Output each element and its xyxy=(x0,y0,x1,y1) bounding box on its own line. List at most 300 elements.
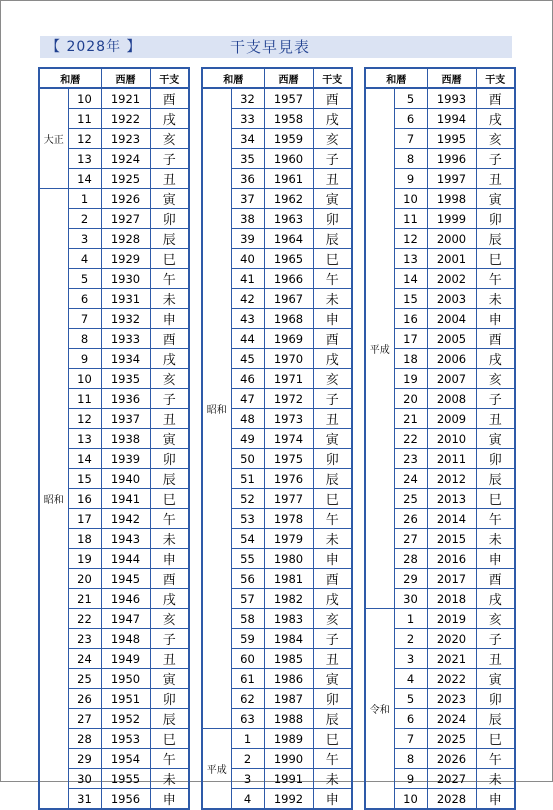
western-year-cell: 1998 xyxy=(427,189,476,209)
western-year-cell: 1953 xyxy=(101,729,150,749)
eto-cell: 辰 xyxy=(313,709,352,729)
era-year-cell: 62 xyxy=(231,689,264,709)
eto-cell: 丑 xyxy=(313,649,352,669)
western-year-cell: 1963 xyxy=(264,209,313,229)
western-year-cell: 1979 xyxy=(264,529,313,549)
eto-cell: 巳 xyxy=(150,489,189,509)
western-year-cell: 1977 xyxy=(264,489,313,509)
era-year-cell: 8 xyxy=(394,749,427,769)
era-year-cell: 10 xyxy=(68,88,101,109)
era-year-cell: 10 xyxy=(68,369,101,389)
era-year-cell: 5 xyxy=(394,689,427,709)
western-year-cell: 1962 xyxy=(264,189,313,209)
eto-cell: 子 xyxy=(476,389,515,409)
eto-cell: 辰 xyxy=(150,229,189,249)
western-year-cell: 2004 xyxy=(427,309,476,329)
western-year-cell: 1954 xyxy=(101,749,150,769)
era-year-cell: 25 xyxy=(394,489,427,509)
era-year-cell: 10 xyxy=(394,189,427,209)
era-year-cell: 12 xyxy=(394,229,427,249)
western-year-cell: 1943 xyxy=(101,529,150,549)
eto-cell: 未 xyxy=(150,769,189,789)
eto-cell: 申 xyxy=(150,789,189,810)
eto-cell: 卯 xyxy=(150,689,189,709)
eto-cell: 酉 xyxy=(476,569,515,589)
eto-cell: 酉 xyxy=(476,88,515,109)
era-year-cell: 12 xyxy=(68,409,101,429)
table-row xyxy=(39,88,189,109)
western-year-cell: 2009 xyxy=(427,409,476,429)
western-year-cell: 1940 xyxy=(101,469,150,489)
era-year-cell: 11 xyxy=(68,109,101,129)
era-year-cell: 46 xyxy=(231,369,264,389)
eto-cell: 亥 xyxy=(313,369,352,389)
eto-cell: 未 xyxy=(150,289,189,309)
era-year-cell: 37 xyxy=(231,189,264,209)
era-year-cell: 4 xyxy=(394,669,427,689)
western-year-cell: 2023 xyxy=(427,689,476,709)
eto-cell: 子 xyxy=(313,389,352,409)
eto-table-3 xyxy=(364,67,516,810)
eto-cell: 亥 xyxy=(150,369,189,389)
western-year-cell: 2025 xyxy=(427,729,476,749)
era-year-cell: 39 xyxy=(231,229,264,249)
western-year-cell: 2005 xyxy=(427,329,476,349)
eto-cell: 丑 xyxy=(150,409,189,429)
western-year-cell: 1933 xyxy=(101,329,150,349)
western-year-cell: 1996 xyxy=(427,149,476,169)
eto-cell: 亥 xyxy=(150,129,189,149)
eto-cell: 巳 xyxy=(476,489,515,509)
eto-cell: 辰 xyxy=(313,229,352,249)
eto-cell: 酉 xyxy=(150,88,189,109)
western-year-cell: 2013 xyxy=(427,489,476,509)
era-year-cell: 24 xyxy=(394,469,427,489)
western-year-cell: 1948 xyxy=(101,629,150,649)
eto-cell: 辰 xyxy=(150,469,189,489)
era-year-cell: 54 xyxy=(231,529,264,549)
eto-cell: 卯 xyxy=(476,449,515,469)
era-year-cell: 23 xyxy=(394,449,427,469)
era-year-cell: 14 xyxy=(394,269,427,289)
column-header: 西暦 xyxy=(427,68,476,88)
era-year-cell: 9 xyxy=(394,769,427,789)
era-year-cell: 7 xyxy=(68,309,101,329)
eto-cell: 卯 xyxy=(313,449,352,469)
column-header: 和暦 xyxy=(202,68,264,88)
era-year-cell: 5 xyxy=(394,88,427,109)
eto-cell: 卯 xyxy=(313,209,352,229)
eto-cell: 辰 xyxy=(476,229,515,249)
era-year-cell: 27 xyxy=(68,709,101,729)
era-year-cell: 43 xyxy=(231,309,264,329)
western-year-cell: 2010 xyxy=(427,429,476,449)
eto-cell: 未 xyxy=(476,529,515,549)
eto-cell: 未 xyxy=(476,289,515,309)
western-year-cell: 1935 xyxy=(101,369,150,389)
era-year-cell: 3 xyxy=(394,649,427,669)
eto-cell: 子 xyxy=(150,389,189,409)
era-year-cell: 4 xyxy=(231,789,264,810)
era-year-cell: 20 xyxy=(394,389,427,409)
era-year-cell: 26 xyxy=(394,509,427,529)
eto-cell: 申 xyxy=(476,549,515,569)
era-year-cell: 11 xyxy=(68,389,101,409)
era-year-cell: 60 xyxy=(231,649,264,669)
western-year-cell: 2028 xyxy=(427,789,476,810)
eto-cell: 子 xyxy=(150,629,189,649)
eto-cell: 申 xyxy=(150,309,189,329)
era-year-cell: 1 xyxy=(68,189,101,209)
western-year-cell: 2002 xyxy=(427,269,476,289)
western-year-cell: 1942 xyxy=(101,509,150,529)
era-year-cell: 28 xyxy=(394,549,427,569)
table-row xyxy=(202,729,352,749)
era-year-cell: 29 xyxy=(394,569,427,589)
era-year-cell: 55 xyxy=(231,549,264,569)
eto-cell: 午 xyxy=(150,749,189,769)
western-year-cell: 1995 xyxy=(427,129,476,149)
western-year-cell: 1931 xyxy=(101,289,150,309)
western-year-cell: 1960 xyxy=(264,149,313,169)
era-year-cell: 2 xyxy=(68,209,101,229)
table-row xyxy=(365,609,515,629)
eto-cell: 亥 xyxy=(313,609,352,629)
eto-cell: 寅 xyxy=(476,669,515,689)
western-year-cell: 1959 xyxy=(264,129,313,149)
western-year-cell: 1976 xyxy=(264,469,313,489)
western-year-cell: 1994 xyxy=(427,109,476,129)
era-year-cell: 22 xyxy=(394,429,427,449)
eto-cell: 巳 xyxy=(476,729,515,749)
eto-cell: 酉 xyxy=(476,329,515,349)
era-year-cell: 31 xyxy=(68,789,101,810)
western-year-cell: 1993 xyxy=(427,88,476,109)
western-year-cell: 2007 xyxy=(427,369,476,389)
eto-cell: 巳 xyxy=(313,729,352,749)
era-year-cell: 13 xyxy=(68,429,101,449)
western-year-cell: 1928 xyxy=(101,229,150,249)
eto-cell: 未 xyxy=(313,769,352,789)
western-year-cell: 1923 xyxy=(101,129,150,149)
western-year-cell: 1987 xyxy=(264,689,313,709)
eto-cell: 卯 xyxy=(476,209,515,229)
era-name-cell: 昭和 xyxy=(202,88,231,729)
western-year-cell: 1964 xyxy=(264,229,313,249)
era-year-cell: 57 xyxy=(231,589,264,609)
eto-cell: 亥 xyxy=(313,129,352,149)
eto-cell: 戌 xyxy=(313,349,352,369)
eto-cell: 申 xyxy=(313,309,352,329)
era-year-cell: 3 xyxy=(68,229,101,249)
western-year-cell: 1982 xyxy=(264,589,313,609)
western-year-cell: 1999 xyxy=(427,209,476,229)
western-year-cell: 2003 xyxy=(427,289,476,309)
era-year-cell: 58 xyxy=(231,609,264,629)
western-year-cell: 2014 xyxy=(427,509,476,529)
western-year-cell: 1950 xyxy=(101,669,150,689)
column-header: 干支 xyxy=(313,68,352,88)
eto-cell: 申 xyxy=(476,789,515,810)
era-year-cell: 30 xyxy=(394,589,427,609)
eto-cell: 未 xyxy=(476,769,515,789)
eto-cell: 戌 xyxy=(476,109,515,129)
western-year-cell: 2000 xyxy=(427,229,476,249)
era-year-cell: 14 xyxy=(68,449,101,469)
eto-cell: 申 xyxy=(150,549,189,569)
era-year-cell: 48 xyxy=(231,409,264,429)
era-name-cell: 令和 xyxy=(365,609,394,810)
western-year-cell: 1975 xyxy=(264,449,313,469)
table-row xyxy=(202,88,352,109)
western-year-cell: 1980 xyxy=(264,549,313,569)
western-year-cell: 1926 xyxy=(101,189,150,209)
era-year-cell: 34 xyxy=(231,129,264,149)
era-year-cell: 1 xyxy=(231,729,264,749)
eto-cell: 戌 xyxy=(313,109,352,129)
western-year-cell: 2022 xyxy=(427,669,476,689)
era-year-cell: 28 xyxy=(68,729,101,749)
era-year-cell: 6 xyxy=(68,289,101,309)
eto-cell: 亥 xyxy=(476,369,515,389)
eto-cell: 卯 xyxy=(150,209,189,229)
era-year-cell: 10 xyxy=(394,789,427,810)
era-year-cell: 18 xyxy=(394,349,427,369)
era-year-cell: 14 xyxy=(68,169,101,189)
era-year-cell: 42 xyxy=(231,289,264,309)
era-year-cell: 38 xyxy=(231,209,264,229)
era-year-cell: 8 xyxy=(394,149,427,169)
western-year-cell: 1929 xyxy=(101,249,150,269)
era-year-cell: 41 xyxy=(231,269,264,289)
title-band xyxy=(40,36,512,58)
western-year-cell: 1944 xyxy=(101,549,150,569)
eto-cell: 卯 xyxy=(150,449,189,469)
eto-cell: 亥 xyxy=(476,609,515,629)
western-year-cell: 1972 xyxy=(264,389,313,409)
eto-cell: 寅 xyxy=(313,429,352,449)
era-name-cell: 平成 xyxy=(202,729,231,810)
western-year-cell: 2018 xyxy=(427,589,476,609)
eto-cell: 午 xyxy=(150,269,189,289)
western-year-cell: 1945 xyxy=(101,569,150,589)
eto-cell: 午 xyxy=(476,749,515,769)
era-year-cell: 50 xyxy=(231,449,264,469)
era-year-cell: 30 xyxy=(68,769,101,789)
western-year-cell: 1990 xyxy=(264,749,313,769)
western-year-cell: 1921 xyxy=(101,88,150,109)
eto-cell: 午 xyxy=(476,509,515,529)
eto-cell: 丑 xyxy=(150,649,189,669)
era-year-cell: 61 xyxy=(231,669,264,689)
era-year-cell: 3 xyxy=(231,769,264,789)
eto-cell: 寅 xyxy=(150,669,189,689)
era-year-cell: 6 xyxy=(394,709,427,729)
western-year-cell: 1925 xyxy=(101,169,150,189)
eto-cell: 未 xyxy=(313,529,352,549)
era-year-cell: 53 xyxy=(231,509,264,529)
era-year-cell: 29 xyxy=(68,749,101,769)
eto-table-2 xyxy=(201,67,353,810)
western-year-cell: 1955 xyxy=(101,769,150,789)
era-year-cell: 23 xyxy=(68,629,101,649)
eto-cell: 丑 xyxy=(476,649,515,669)
era-year-cell: 17 xyxy=(394,329,427,349)
era-year-cell: 4 xyxy=(68,249,101,269)
western-year-cell: 1958 xyxy=(264,109,313,129)
western-year-cell: 1971 xyxy=(264,369,313,389)
eto-cell: 午 xyxy=(150,509,189,529)
western-year-cell: 2017 xyxy=(427,569,476,589)
eto-cell: 丑 xyxy=(476,409,515,429)
western-year-cell: 1984 xyxy=(264,629,313,649)
era-year-cell: 16 xyxy=(394,309,427,329)
era-year-cell: 2 xyxy=(231,749,264,769)
western-year-cell: 1966 xyxy=(264,269,313,289)
eto-cell: 卯 xyxy=(313,689,352,709)
western-year-cell: 1951 xyxy=(101,689,150,709)
eto-cell: 戌 xyxy=(150,109,189,129)
eto-cell: 子 xyxy=(476,629,515,649)
era-year-cell: 44 xyxy=(231,329,264,349)
eto-cell: 亥 xyxy=(150,609,189,629)
eto-cell: 丑 xyxy=(150,169,189,189)
era-year-cell: 19 xyxy=(394,369,427,389)
western-year-cell: 1981 xyxy=(264,569,313,589)
eto-cell: 戌 xyxy=(476,349,515,369)
western-year-cell: 1939 xyxy=(101,449,150,469)
page-title: 干支早見表 xyxy=(230,38,311,56)
eto-table-1 xyxy=(38,67,190,810)
western-year-cell: 1934 xyxy=(101,349,150,369)
western-year-cell: 2027 xyxy=(427,769,476,789)
western-year-cell: 1947 xyxy=(101,609,150,629)
era-year-cell: 19 xyxy=(68,549,101,569)
eto-cell: 寅 xyxy=(150,189,189,209)
era-year-cell: 40 xyxy=(231,249,264,269)
era-year-cell: 26 xyxy=(68,689,101,709)
eto-cell: 未 xyxy=(313,289,352,309)
eto-cell: 酉 xyxy=(150,329,189,349)
column-header: 干支 xyxy=(476,68,515,88)
western-year-cell: 1970 xyxy=(264,349,313,369)
eto-cell: 丑 xyxy=(313,169,352,189)
eto-cell: 寅 xyxy=(476,429,515,449)
eto-cell: 子 xyxy=(150,149,189,169)
western-year-cell: 1988 xyxy=(264,709,313,729)
era-year-cell: 1 xyxy=(394,609,427,629)
table-row xyxy=(365,88,515,109)
era-year-cell: 59 xyxy=(231,629,264,649)
western-year-cell: 1974 xyxy=(264,429,313,449)
eto-cell: 寅 xyxy=(313,189,352,209)
era-year-cell: 49 xyxy=(231,429,264,449)
eto-cell: 申 xyxy=(476,309,515,329)
eto-cell: 子 xyxy=(313,629,352,649)
western-year-cell: 1978 xyxy=(264,509,313,529)
era-year-cell: 11 xyxy=(394,209,427,229)
eto-cell: 午 xyxy=(476,269,515,289)
era-year-cell: 15 xyxy=(394,289,427,309)
western-year-cell: 1952 xyxy=(101,709,150,729)
era-year-cell: 5 xyxy=(68,269,101,289)
era-year-cell: 13 xyxy=(394,249,427,269)
column-header: 和暦 xyxy=(39,68,101,88)
era-year-cell: 35 xyxy=(231,149,264,169)
western-year-cell: 1922 xyxy=(101,109,150,129)
western-year-cell: 1961 xyxy=(264,169,313,189)
eto-cell: 酉 xyxy=(313,329,352,349)
eto-cell: 丑 xyxy=(476,169,515,189)
eto-cell: 戌 xyxy=(476,589,515,609)
eto-cell: 巳 xyxy=(150,249,189,269)
eto-cell: 亥 xyxy=(476,129,515,149)
western-year-cell: 2016 xyxy=(427,549,476,569)
era-year-cell: 21 xyxy=(394,409,427,429)
western-year-cell: 1946 xyxy=(101,589,150,609)
column-header: 西暦 xyxy=(264,68,313,88)
western-year-cell: 2026 xyxy=(427,749,476,769)
era-year-cell: 7 xyxy=(394,129,427,149)
western-year-cell: 1930 xyxy=(101,269,150,289)
era-year-cell: 27 xyxy=(394,529,427,549)
western-year-cell: 2006 xyxy=(427,349,476,369)
eto-cell: 卯 xyxy=(476,689,515,709)
eto-cell: 未 xyxy=(150,529,189,549)
eto-cell: 午 xyxy=(313,269,352,289)
eto-cell: 辰 xyxy=(150,709,189,729)
era-year-cell: 16 xyxy=(68,489,101,509)
era-year-cell: 21 xyxy=(68,589,101,609)
table-header-row xyxy=(365,68,515,88)
eto-cell: 辰 xyxy=(476,709,515,729)
western-year-cell: 1992 xyxy=(264,789,313,810)
table-header-row xyxy=(202,68,352,88)
western-year-cell: 1924 xyxy=(101,149,150,169)
eto-cell: 丑 xyxy=(313,409,352,429)
western-year-cell: 2012 xyxy=(427,469,476,489)
western-year-cell: 2024 xyxy=(427,709,476,729)
column-header: 西暦 xyxy=(101,68,150,88)
western-year-cell: 1991 xyxy=(264,769,313,789)
western-year-cell: 2011 xyxy=(427,449,476,469)
era-year-cell: 12 xyxy=(68,129,101,149)
era-year-cell: 9 xyxy=(394,169,427,189)
era-year-cell: 8 xyxy=(68,329,101,349)
western-year-cell: 1932 xyxy=(101,309,150,329)
western-year-cell: 2020 xyxy=(427,629,476,649)
eto-cell: 酉 xyxy=(150,569,189,589)
western-year-cell: 1985 xyxy=(264,649,313,669)
era-year-cell: 25 xyxy=(68,669,101,689)
era-name-cell: 昭和 xyxy=(39,189,68,810)
era-year-cell: 6 xyxy=(394,109,427,129)
eto-cell: 戌 xyxy=(313,589,352,609)
era-year-cell: 2 xyxy=(394,629,427,649)
era-year-cell: 47 xyxy=(231,389,264,409)
column-header: 干支 xyxy=(150,68,189,88)
era-year-cell: 52 xyxy=(231,489,264,509)
eto-cell: 巳 xyxy=(476,249,515,269)
era-name-cell: 大正 xyxy=(39,88,68,189)
western-year-cell: 2019 xyxy=(427,609,476,629)
western-year-cell: 1957 xyxy=(264,88,313,109)
era-year-cell: 33 xyxy=(231,109,264,129)
western-year-cell: 1936 xyxy=(101,389,150,409)
eto-cell: 戌 xyxy=(150,349,189,369)
eto-cell: 酉 xyxy=(313,569,352,589)
eto-cell: 午 xyxy=(313,749,352,769)
